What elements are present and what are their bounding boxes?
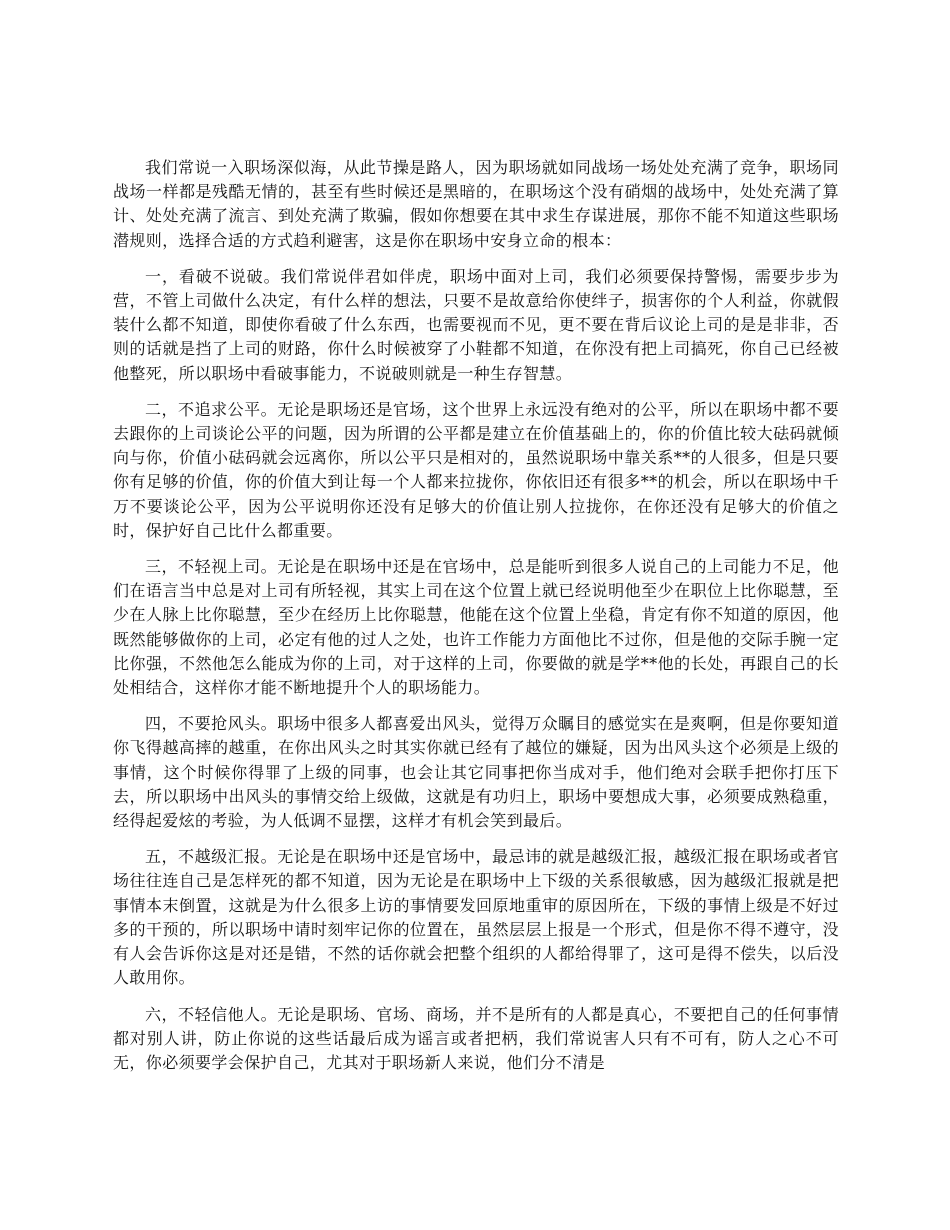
rule-6-paragraph: 六，不轻信他人。无论是职场、官场、商场，并不是所有的人都是真心，不要把自己的任何事情都对别人讲，防止你说的这些话最后成为谣言或者把柄，我们常说害人只有不可有，防人之心不可无，你必须要学会保护自己，尤其对于职场新人来说，他们分不清是 — [113, 1004, 839, 1072]
rule-4-paragraph: 四，不要抢风头。职场中很多人都喜爱出风头，觉得万众瞩目的感觉实在是爽啊，但是你要知道你飞得越高摔的越重，在你出风头之时其实你就已经有了越位的嫌疑，因为出风头这个必须是上级的事情，这个时候你得罪了上级的同事，也会让其它同事把你当成对手，他们绝对会联手把你打压下去，所以职场中出风头的事情交给上级做，这就是有功归上，职场中要想成大事，必须要成熟稳重，经得起爱炫的考验，为人低调不显摆，这样才有机会笑到最后。 — [113, 714, 839, 831]
rule-3-paragraph: 三，不轻视上司。无论是在职场中还是在官场中，总是能听到很多人说自己的上司能力不足，他们在语言当中总是对上司有所轻视，其实上司在这个位置上就已经说明他至少在职位上比你聪慧，至少在人脉上比你聪慧，至少在经历上比你聪慧，他能在这个位置上坐稳，肯定有你不知道的原因，他既然能够做你的上司，必定有他的过人之处，也许工作能力方面他比不过你，但是他的交际手腕一定比你强，不然他怎么能成为你的上司，对于这样的上司，你要做的就是学**他的长处，再跟自己的长处相结合，这样你才能不断地提升个人的职场能力。 — [113, 557, 839, 698]
rule-5-paragraph: 五，不越级汇报。无论是在职场中还是官场中，最忌讳的就是越级汇报，越级汇报在职场或者官场往往连自己是怎样死的都不知道，因为无论是在职场中上下级的关系很敏感，因为越级汇报就是把事情本末倒置，这就是为什么很多上访的事情要发回原地重审的原因所在，下级的事情上级是不好过多的干预的，所以职场中请时刻牢记你的位置在，虽然层层上报是一个形式，但是你不得不遵守，没有人会告诉你这是对还是错，不然的话你就会把整个组织的人都给得罪了，这可是得不偿失，以后没人敢用你。 — [113, 847, 839, 988]
document-body — [113, 156, 839, 1087]
rule-2-paragraph: 二，不追求公平。无论是职场还是官场，这个世界上永远没有绝对的公平，所以在职场中都不要去跟你的上司谈论公平的问题，因为所谓的公平都是建立在价值基础上的，你的价值比较大砝码就倾向与你，价值小砝码就会远离你，所以公平只是相对的，虽然说职场中靠关系**的人很多，但是只要你有足够的价值，你的价值大到让每一个人都来拉拢你，你依旧还有很多**的机会，所以在职场中千万不要谈论公平，因为公平说明你还没有足够大的价值让别人拉拢你，在你还没有足够大的价值之时，保护好自己比什么都重要。 — [113, 399, 839, 540]
intro-paragraph: 我们常说一入职场深似海，从此节操是路人，因为职场就如同战场一场处处充满了竞争，职场同战场一样都是残酷无情的，甚至有些时候还是黑暗的，在职场这个没有硝烟的战场中，处处充满了算计、处处充满了流言、到处充满了欺骗，假如你想要在其中求生存谋进展，那你不能不知道这些职场潜规则，选择合适的方式趋利避害，这是你在职场中安身立命的根本： — [113, 158, 839, 250]
rule-1-paragraph: 一，看破不说破。我们常说伴君如伴虎，职场中面对上司，我们必须要保持警惕，需要步步为营，不管上司做什么决定，有什么样的想法，只要不是故意给你使绊子，损害你的个人利益，你就假装什么都不知道，即使你看破了什么东西，也需要视而不见，更不要在背后议论上司的是是非非，否则的话就是挡了上司的财路，你什么时候被穿了小鞋都不知道，在你没有把上司搞死，你自己已经被他整死，所以职场中看破事能力，不说破则就是一种生存智慧。 — [113, 266, 839, 383]
